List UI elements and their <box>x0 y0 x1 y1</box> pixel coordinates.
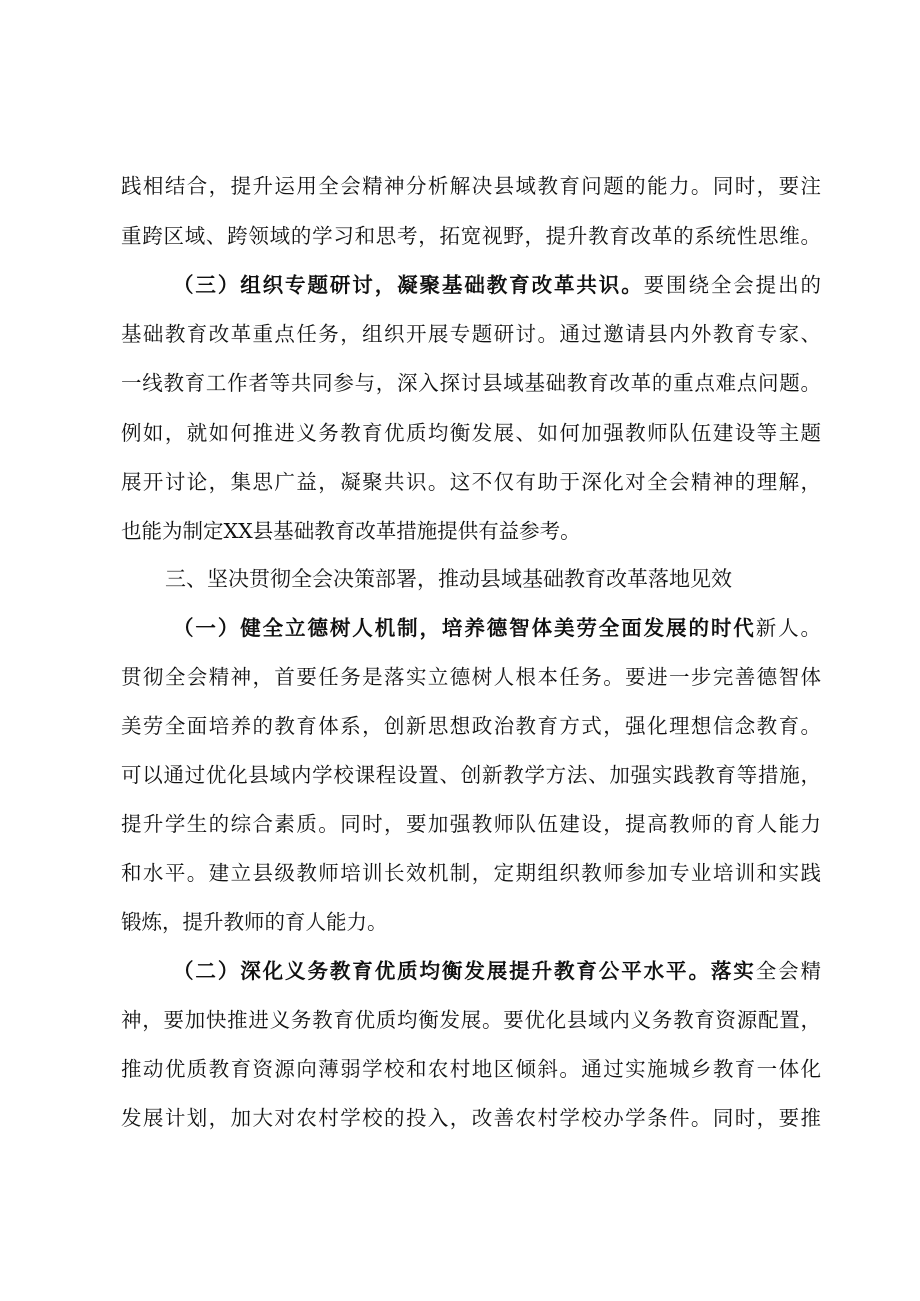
subsection-heading-line <box>173 611 821 645</box>
line-text: 可以通过优化县域内学校课程设置、创新教学方法、加强实践教育等措施， <box>121 763 821 787</box>
line-text: 贯彻全会精神，首要任务是落实立德树人根本任务。要进一步完善德智体 <box>121 665 821 689</box>
paragraph-line <box>121 758 821 792</box>
section-heading: 三、坚决贯彻全会决策部署，推动县域基础教育改革落地见效 <box>165 567 732 591</box>
line-text: 基础教育改革重点任务，组织开展专题研讨。通过邀请县内外教育专家、 <box>121 322 821 346</box>
paragraph-line <box>121 465 821 499</box>
subsection-heading-line <box>173 954 821 988</box>
paragraph-line <box>121 514 821 548</box>
line-text: 一线教育工作者等共同参与，深入探讨县域基础教育改革的重点难点问题。 <box>121 371 821 395</box>
paragraph-line <box>121 219 821 253</box>
line-text: 例如，就如何推进义务教育优质均衡发展、如何加强教师队伍建设等主题 <box>121 421 821 445</box>
line-text: 锻炼，提升教师的育人能力。 <box>121 910 388 934</box>
paragraph-line <box>121 856 821 890</box>
line-text: 美劳全面培养的教育体系，创新思想政治教育方式，强化理想信念教育。 <box>121 714 821 738</box>
paragraph-line <box>121 905 821 939</box>
line-text: 和水平。建立县级教师培训长效机制，定期组织教师参加专业培训和实践 <box>121 861 821 885</box>
subsection-heading: （一）健全立德树人机制，培养德智体美劳全面发展的时代 <box>173 616 756 640</box>
subsection-heading-line <box>173 268 821 302</box>
paragraph-line <box>121 169 821 203</box>
line-text: 全会精 <box>755 959 821 983</box>
subsection-heading: （三）组织专题研讨，凝聚基础教育改革共识。 <box>173 273 644 297</box>
line-text: 新人。 <box>755 616 821 640</box>
line-text: 神，要加快推进义务教育优质均衡发展。要优化县域内义务教育资源配置， <box>121 1008 821 1032</box>
paragraph-line <box>121 1101 821 1135</box>
paragraph-line <box>121 807 821 841</box>
line-text: 也能为制定XX县基础教育改革措施提供有益参考。 <box>121 519 581 543</box>
line-text: 提升学生的综合素质。同时，要加强教师队伍建设，提高教师的育人能力 <box>121 812 821 836</box>
paragraph-line <box>121 1052 821 1086</box>
line-text: 要围绕全会提出的 <box>643 273 821 297</box>
paragraph-line <box>121 709 821 743</box>
paragraph-line <box>121 660 821 694</box>
line-text: 推动优质教育资源向薄弱学校和农村地区倾斜。通过实施城乡教育一体化 <box>121 1057 821 1081</box>
line-text: 重跨区域、跨领域的学习和思考，拓宽视野，提升教育改革的系统性思维。 <box>121 224 821 248</box>
line-text: 发展计划，加大对农村学校的投入，改善农村学校办学条件。同时，要推 <box>121 1106 821 1130</box>
line-text: 践相结合，提升运用全会精神分析解决县域教育问题的能力。同时，要注 <box>121 174 821 198</box>
paragraph-line <box>121 1003 821 1037</box>
paragraph-line <box>121 416 821 450</box>
line-text: 展开讨论，集思广益，凝聚共识。这不仅有助于深化对全会精神的理解， <box>121 470 821 494</box>
paragraph-line <box>121 317 821 351</box>
paragraph-line <box>121 366 821 400</box>
subsection-heading: （二）深化义务教育优质均衡发展提升教育公平水平。落实 <box>173 959 756 983</box>
